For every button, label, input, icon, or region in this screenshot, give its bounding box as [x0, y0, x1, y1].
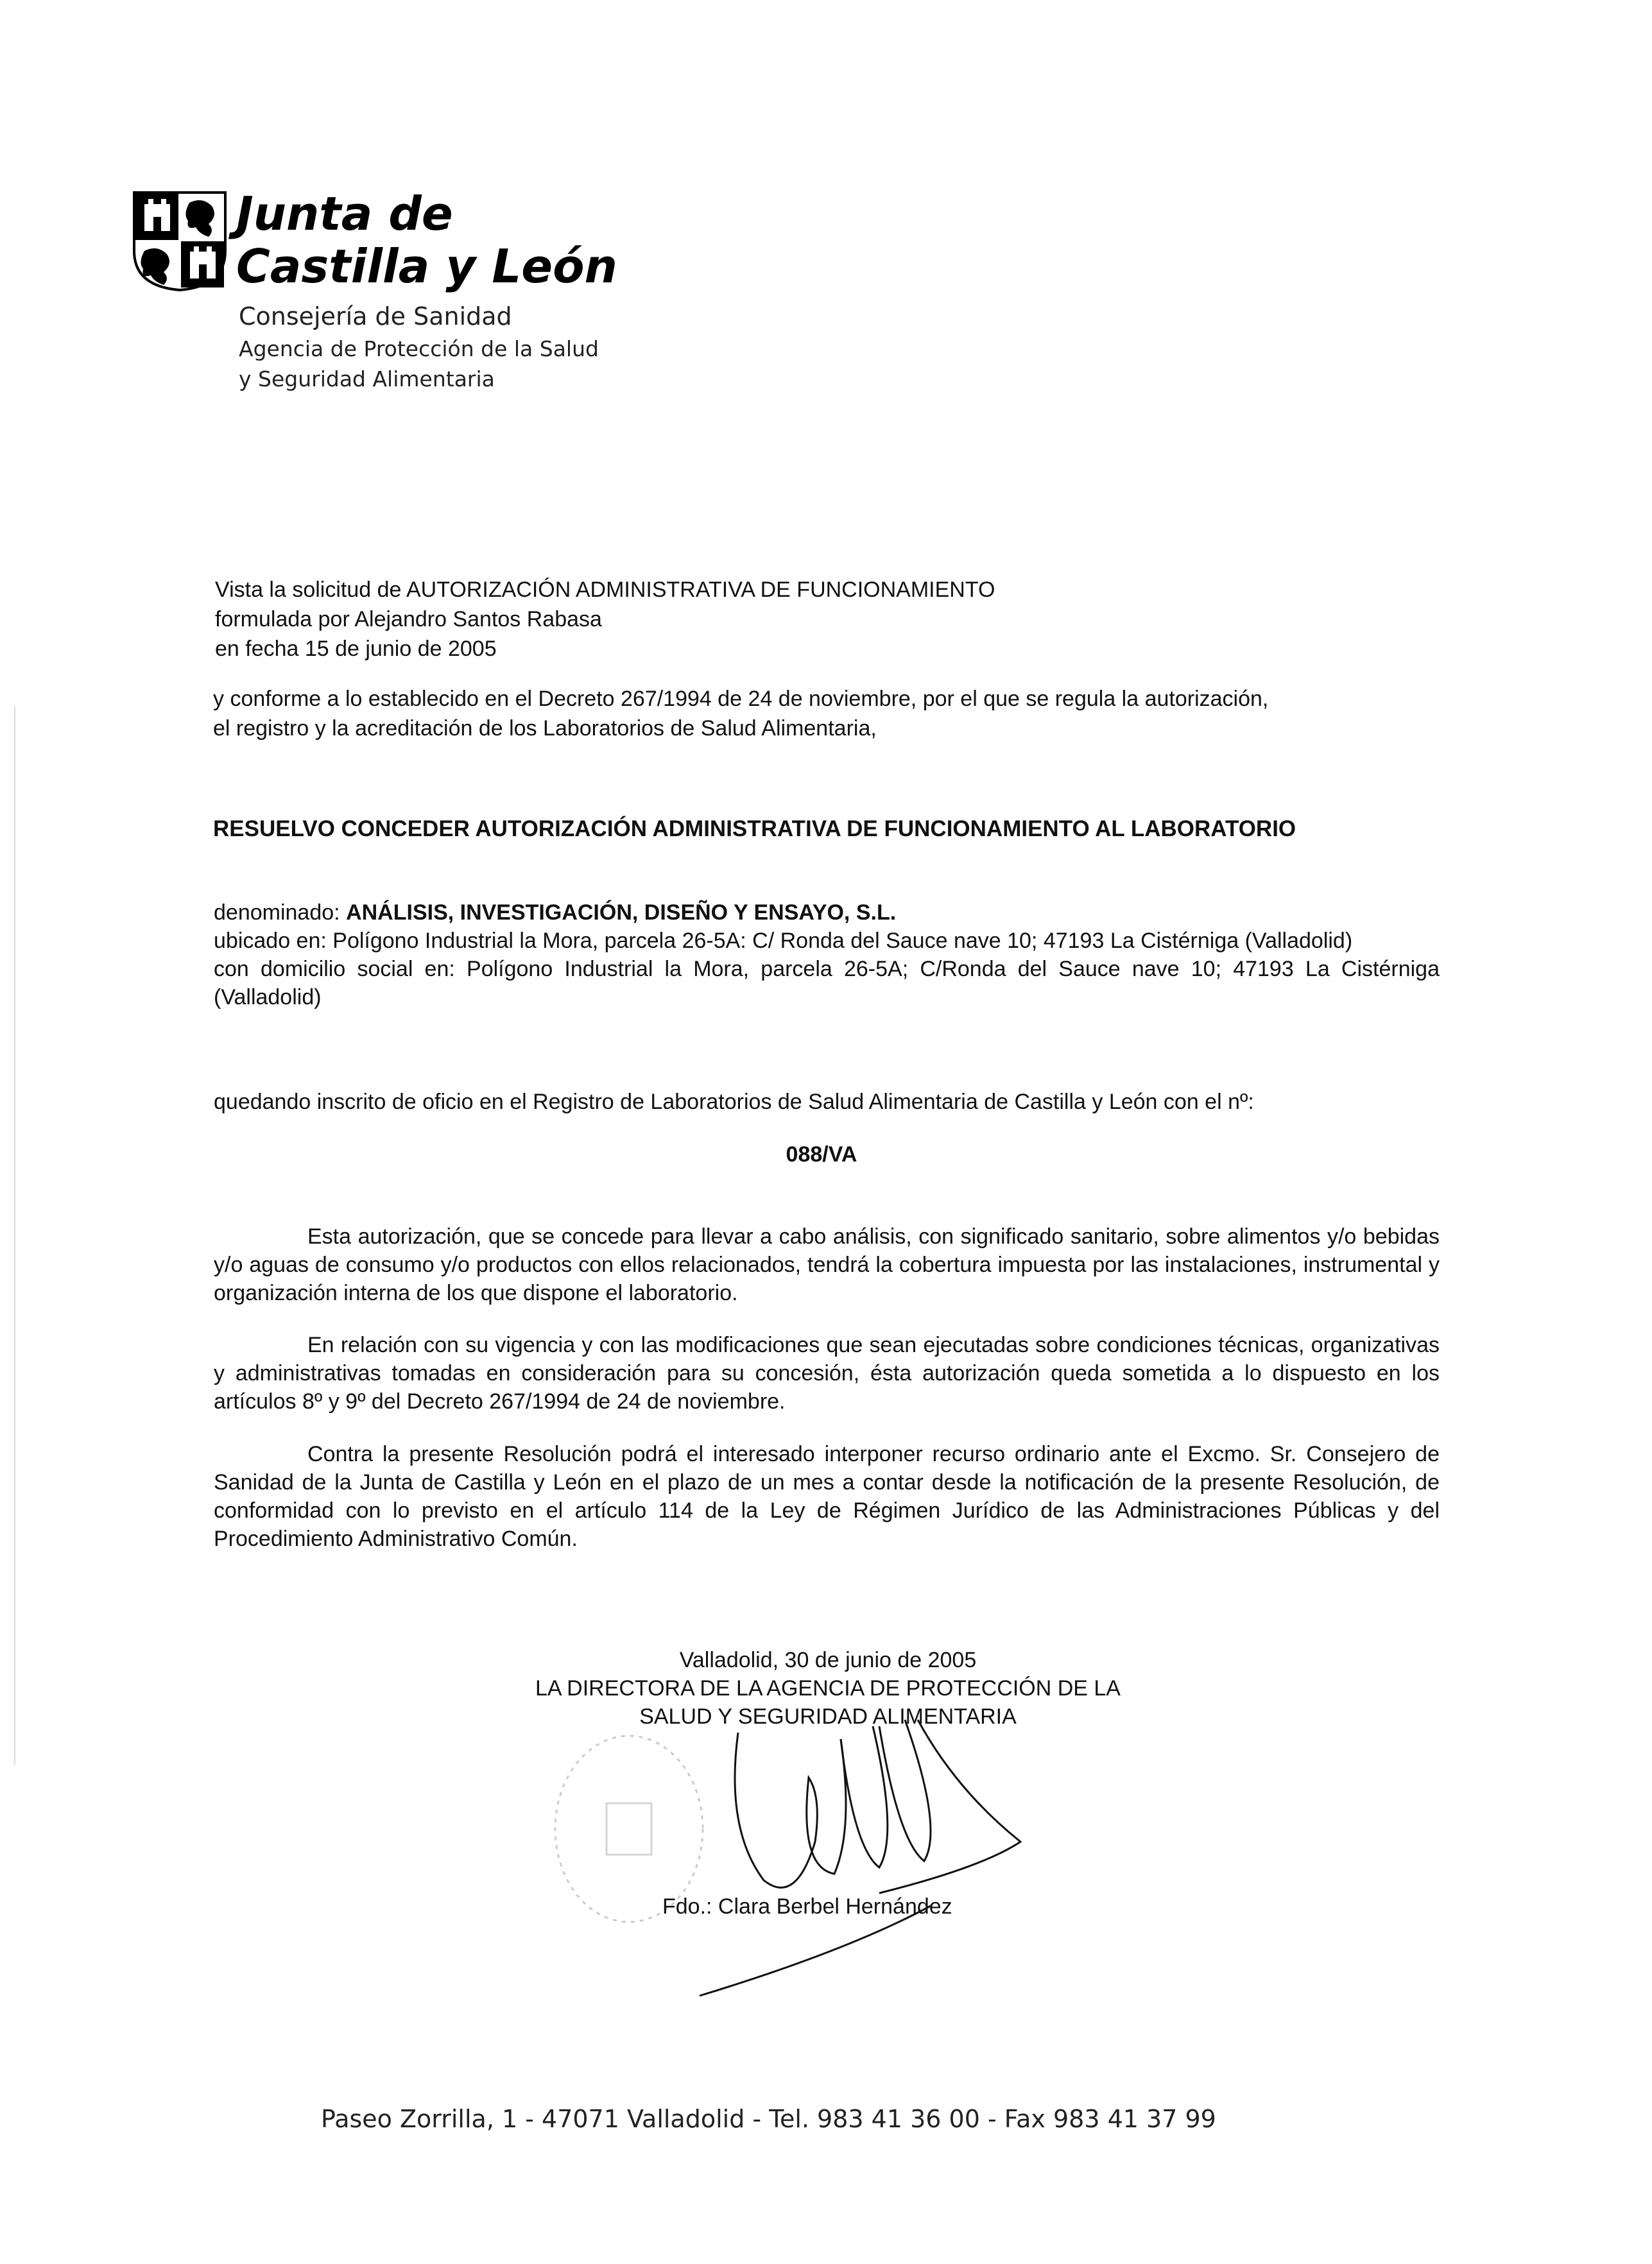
agency-line1: Agencia de Protección de la Salud [239, 336, 599, 361]
request-line2: formulada por Alejandro Santos Rabasa [215, 607, 602, 631]
scan-margin-line [14, 706, 15, 1765]
laboratory-location-label: ubicado en: [214, 929, 327, 953]
registry-number: 088/VA [786, 1142, 857, 1167]
coat-of-arms-icon [132, 190, 228, 293]
paragraph-appeal: Contra la presente Resolución podrá el interesado interponer recurso ordinario ante el Excmo. Sr. Consejero de Sanidad de la Junta de Castilla y León en el plazo de un mes a contar desde la notificación de la presente Resolución, de conformidad con lo previsto en el artículo 114 de la Ley de Régimen Jurídico de las Administraciones Públicas y del Procedimiento Administrativo Común. [214, 1442, 1440, 1551]
registry-text: quedando inscrito de oficio en el Registro de Laboratorios de Salud Alimentaria de Castilla y León con el nº: [214, 1090, 1254, 1114]
place-and-date: Valladolid, 30 de junio de 2005 [679, 1648, 977, 1672]
laboratory-domicile-row [214, 955, 1440, 1011]
request-line3: en fecha 15 de junio de 2005 [215, 637, 497, 661]
paragraph-scope: Esta autorización, que se concede para llevar a cabo análisis, con significado sanitario, sobre alimentos y/o bebidas y/o aguas de consumo y/o productos con ellos relacionados, tendrá la cobertura impuesta por las instalaciones, instrumental y organización interna de los que dispone el laboratorio. [214, 1224, 1440, 1305]
org-name-line2: Castilla y León [236, 239, 617, 293]
signed-by: Fdo.: Clara Berbel Hernández [662, 1894, 952, 1919]
agency-line2: y Seguridad Alimentaria [239, 366, 495, 391]
laboratory-location: Polígono Industrial la Mora, parcela 26-5A: C/ Ronda del Sauce nave 10; 47193 La Cistérniga (Valladolid) [332, 929, 1353, 953]
department-name: Consejería de Sanidad [239, 302, 512, 330]
signatory-title-line2: SALUD Y SEGURIDAD ALIMENTARIA [639, 1704, 1017, 1729]
laboratory-location-row [214, 927, 1440, 955]
signatory-title-line1: LA DIRECTORA DE LA AGENCIA DE PROTECCIÓN DE LA [535, 1676, 1121, 1701]
request-block [215, 575, 995, 664]
laboratory-details [214, 898, 1440, 1011]
request-line1: Vista la solicitud de AUTORIZACIÓN ADMINISTRATIVA DE FUNCIONAMIENTO [215, 578, 995, 602]
laboratory-name: ANÁLISIS, INVESTIGACIÓN, DISEÑO Y ENSAYO, S.L. [346, 900, 897, 925]
organization-name [236, 187, 617, 293]
agency-name [239, 334, 599, 394]
laboratory-domicile-label: con domicilio social en: [214, 957, 455, 981]
footer-address: Paseo Zorrilla, 1 - 47071 Valladolid - Tel. 983 41 36 00 - Fax 983 41 37 99 [321, 2105, 1216, 2133]
legal-basis-line1: y conforme a lo establecido en el Decreto 267/1994 de 24 de noviembre, por el que se regula la autorización, [213, 687, 1269, 711]
resolution-heading: RESUELVO CONCEDER AUTORIZACIÓN ADMINISTRATIVA DE FUNCIONAMIENTO AL LABORATORIO [213, 816, 1296, 841]
laboratory-name-label: denominado: [214, 900, 340, 925]
handwritten-signature [687, 1701, 1046, 2009]
org-name-line1: Junta de [236, 187, 453, 241]
laboratory-domicile: Polígono Industrial la Mora, parcela 26-5A; C/Ronda del Sauce nave 10; 47193 La Cistérniga (Valladolid) [214, 957, 1440, 1009]
legal-basis-block [213, 684, 1268, 743]
paragraph-validity: En relación con su vigencia y con las modificaciones que sean ejecutadas sobre condiciones técnicas, organizativas y administrativas tomadas en consideración para su concesión, ésta autorización queda sometida a lo dispuesto en los artículos 8º y 9º del Decreto 267/1994 de 24 de noviembre. [214, 1333, 1440, 1414]
legal-basis-line2: el registro y la acreditación de los Laboratorios de Salud Alimentaria, [213, 716, 877, 741]
laboratory-name-row [214, 898, 1440, 927]
